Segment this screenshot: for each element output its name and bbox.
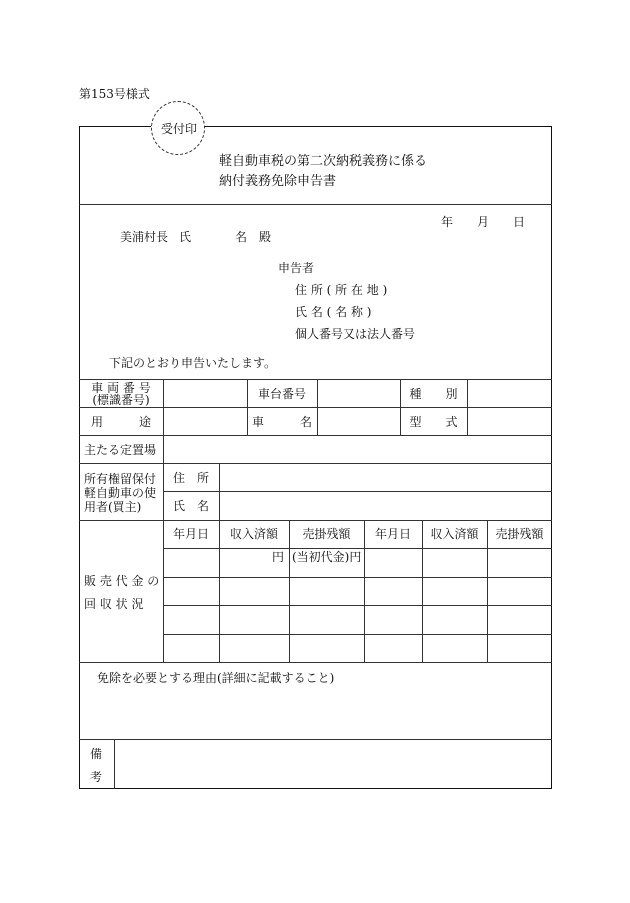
col-divider	[487, 520, 488, 662]
yen-unit: 円	[272, 550, 285, 564]
row-divider	[79, 407, 552, 408]
row-divider	[79, 463, 552, 464]
buyer-label-line3: 用者(買主)	[84, 500, 142, 514]
col-divider	[364, 520, 365, 662]
stamp-label: 受付印	[160, 122, 197, 136]
storage-place-label: 主たる定置場	[84, 443, 157, 457]
chassis-number-label: 車台番号	[257, 387, 306, 401]
row-divider	[163, 577, 552, 578]
row-divider	[79, 739, 552, 740]
row-divider	[163, 634, 552, 635]
row-divider	[79, 435, 552, 436]
form-number: 第153号様式	[79, 87, 150, 101]
row-divider	[163, 605, 552, 606]
form-title-line2: 納付義務免除申告書	[219, 174, 337, 189]
date-day-label: 日	[513, 215, 526, 229]
col-divider	[163, 435, 164, 463]
form-title-line1: 軽自動車税の第二次納税義務に係る	[219, 154, 428, 169]
col-divider	[467, 379, 468, 435]
statement-text: 下記のとおり申告いたします。	[109, 356, 277, 370]
col-divider	[422, 520, 423, 662]
applicant-label: 申告者	[278, 261, 315, 275]
col-divider	[289, 520, 290, 662]
initial-price-label: (当初代金)円	[292, 550, 362, 564]
collection-label-line2: 回 収 状 況	[84, 597, 144, 611]
buyer-label-line1: 所有権留保付	[84, 472, 157, 486]
col-divider	[163, 520, 164, 662]
row-divider	[79, 520, 552, 521]
kind-label: 種 別	[409, 387, 458, 401]
addressee-honorific: 殿	[259, 230, 272, 244]
vehicle-number-label: 車 両 番 号	[91, 381, 151, 395]
remarks-label-char1: 備	[90, 747, 103, 761]
header-receivable: 売掛残額	[495, 527, 544, 541]
col-divider	[317, 379, 318, 435]
reception-stamp-circle	[151, 101, 205, 155]
applicant-number-label: 個人番号又は法人番号	[295, 327, 416, 341]
buyer-address-label: 住 所	[172, 471, 209, 485]
row-divider	[79, 379, 552, 380]
header-received: 収入済額	[430, 527, 479, 541]
header-received: 収入済額	[229, 527, 278, 541]
row-divider	[163, 491, 552, 492]
col-divider	[163, 379, 164, 435]
remarks-label-char2: 考	[90, 770, 103, 784]
vehicle-number-sublabel: (標識番号)	[92, 393, 150, 407]
applicant-name-label: 氏 名 ( 名 称 )	[295, 305, 372, 319]
date-month-label: 月	[477, 215, 490, 229]
header-receivable: 売掛残額	[302, 527, 351, 541]
row-divider	[163, 548, 552, 549]
collection-label-line1: 販 売 代 金 の	[84, 574, 160, 588]
addressee-honorific: 名	[235, 230, 248, 244]
usage-label: 用 途	[90, 415, 151, 429]
col-divider	[219, 463, 220, 520]
col-divider	[219, 520, 220, 662]
date-year-label: 年	[441, 215, 454, 229]
header-date: 年月日	[374, 527, 411, 541]
model-label: 型 式	[409, 415, 458, 429]
addressee-honorific: 氏	[179, 230, 192, 244]
col-divider	[114, 739, 115, 789]
reason-label: 免除を必要とする理由(詳細に記載すること)	[97, 671, 335, 685]
title-divider	[79, 204, 552, 205]
addressee-name: 美浦村長	[120, 230, 169, 244]
buyer-name-label: 氏 名	[172, 499, 209, 513]
applicant-address-label: 住 所 ( 所 在 地 )	[295, 283, 388, 297]
row-divider	[79, 662, 552, 663]
buyer-label-line2: 軽自動車の使	[84, 486, 157, 500]
header-date: 年月日	[172, 527, 209, 541]
car-name-label: 車 名	[251, 415, 312, 429]
